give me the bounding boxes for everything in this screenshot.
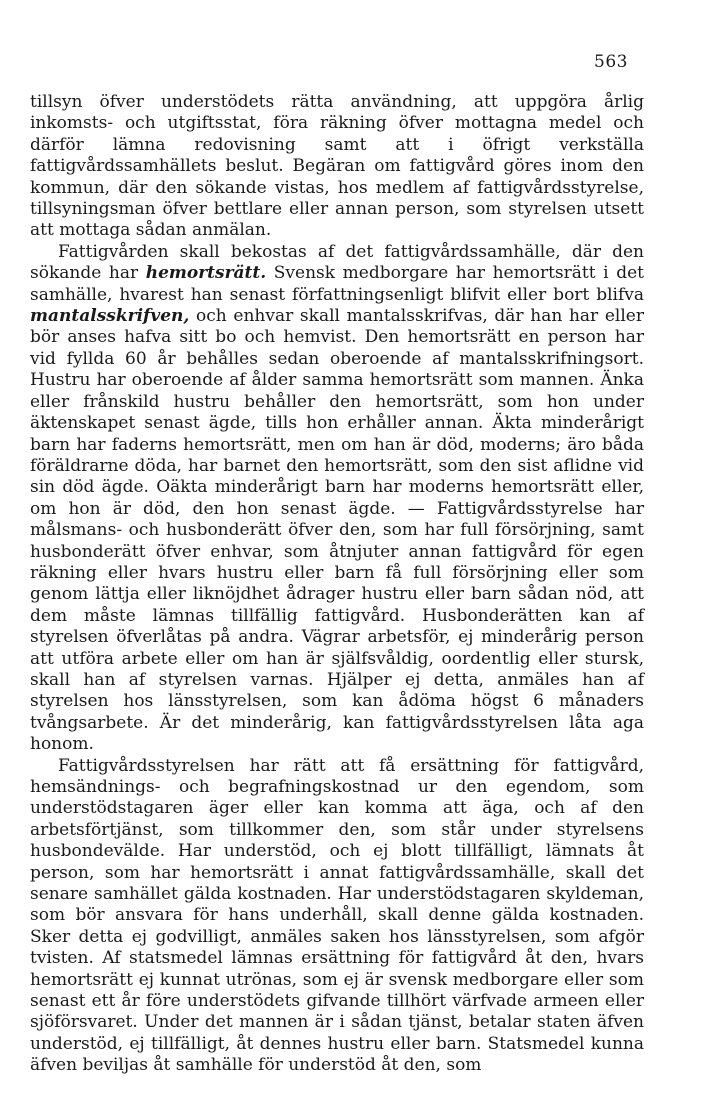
paragraph-1 (30, 92, 644, 242)
term-hemortsratt: hemortsrätt. (145, 263, 267, 284)
paragraph-1-text: tillsyn öfver understödets rätta användning, att uppgöra årlig inkomsts- och utgiftsstat, föra räkning öfver mottagna medel och därför lämna redovisning samt att i öfrigt verkställa fattigvårdssamhällets beslut. Begäran om fattigvård göres inom den kommun, där den sökande vistas, hos medlem af fattigvårdsstyrelse, tillsyningsman öfver bettlare eller annan person, som styrelsen utsett att mottaga sådan anmälan. (30, 92, 644, 241)
paragraph-3-text: Fattigvårdsstyrelsen har rätt att få ersättning för fattigvård, hemsändnings- och begrafningskostnad ur den egendom, som understödstagaren äger eller kan komma att äga, och af den arbetsförtjänst, som tillkommer den, som står under styrelsens husbondevälde. Har understöd, och ej blott tillfälligt, lämnats åt person, som har hemortsrätt i annat fattigvårdssamhälle, skall det senare samhället gälda kostnaden. Har understödstagaren skyldeman, som bör ansvara för hans underhåll, skall denne gälda kostnaden. Sker detta ej godvilligt, anmäles saken hos länsstyrelsen, som afgör tvisten. Af statsmedel lämnas ersättning för fattigvård åt den, hvars hemortsrätt ej kunnat utrönas, som ej är svensk medborgare eller som senast ett år före understödets gifvande tillhört värfvade armeen eller sjöförsvaret. Under det mannen är i sådan tjänst, betalar staten äfven understöd, ej tillfälligt, åt dennes hustru eller barn. Statsmedel kunna äfven beviljas åt samhälle för understöd åt den, som (30, 755, 644, 1076)
paragraph-2 (30, 242, 644, 756)
paragraph-2-text-a: Fattigvården skall bekostas af det fattigvårdssamhälle, där den sökande har (30, 241, 644, 284)
term-mantalsskrifven: mantalsskrifven, (30, 306, 190, 327)
paragraph-2-text-b: Svensk medborgare har hemortsrätt i det samhälle, hvarest han senast författningsenligt blifvit eller bort blifva (30, 263, 644, 305)
paragraph-3 (30, 756, 644, 1077)
paragraph-2-text-c: och enhvar skall mantalsskrifvas, där han har eller bör anses hafva sitt bo och hemvist. Den hemortsrätt en person har vid fyllda 60 år behålles sedan oberoende af mantalsskrifningsort. Hustru har oberoende af ålder samma hemortsrätt som mannen. Änka eller frånskild hustru behåller den hemortsrätt, som hon under äktenskapet senast ägde, tills hon erhåller annan. Äkta minderårigt barn har faderns hemortsrätt, men om han är död, moderns; äro båda föräldrarne döda, har barnet den hemortsrätt, som den sist aflidne vid sin död ägde. Oäkta minderårigt barn har moderns hemortsrätt eller, om hon är död, den hon senast ägde. — Fattigvårdsstyrelse har målsmans- och husbonderätt öfver den, som har full försörjning, samt husbonderätt öfver enhvar, som åtnjuter annan fattigvård för egen räkning eller hvars hustru eller barn få full försörjning eller som genom lättja eller liknöjdhet ådrager hustru eller barn sådan nöd, att dem måste lämnas tillfällig fattigvård. Husbonderätten kan af styrelsen öfverlåtas på andra. Vägrar arbetsför, ej minderårig person att utföra arbete eller om han är själfsvåldig, oordentlig eller stursk, skall han af styrelsen varnas. Hjälper ej detta, anmäles han af styrelsen hos länsstyrelsen, som kan ådöma högst 6 månaders tvångsarbete. Är det minderårig, kan fattigvårdsstyrelsen låta aga honom. (30, 306, 644, 755)
page-number: 563 (594, 52, 628, 72)
page-body (30, 92, 644, 1077)
